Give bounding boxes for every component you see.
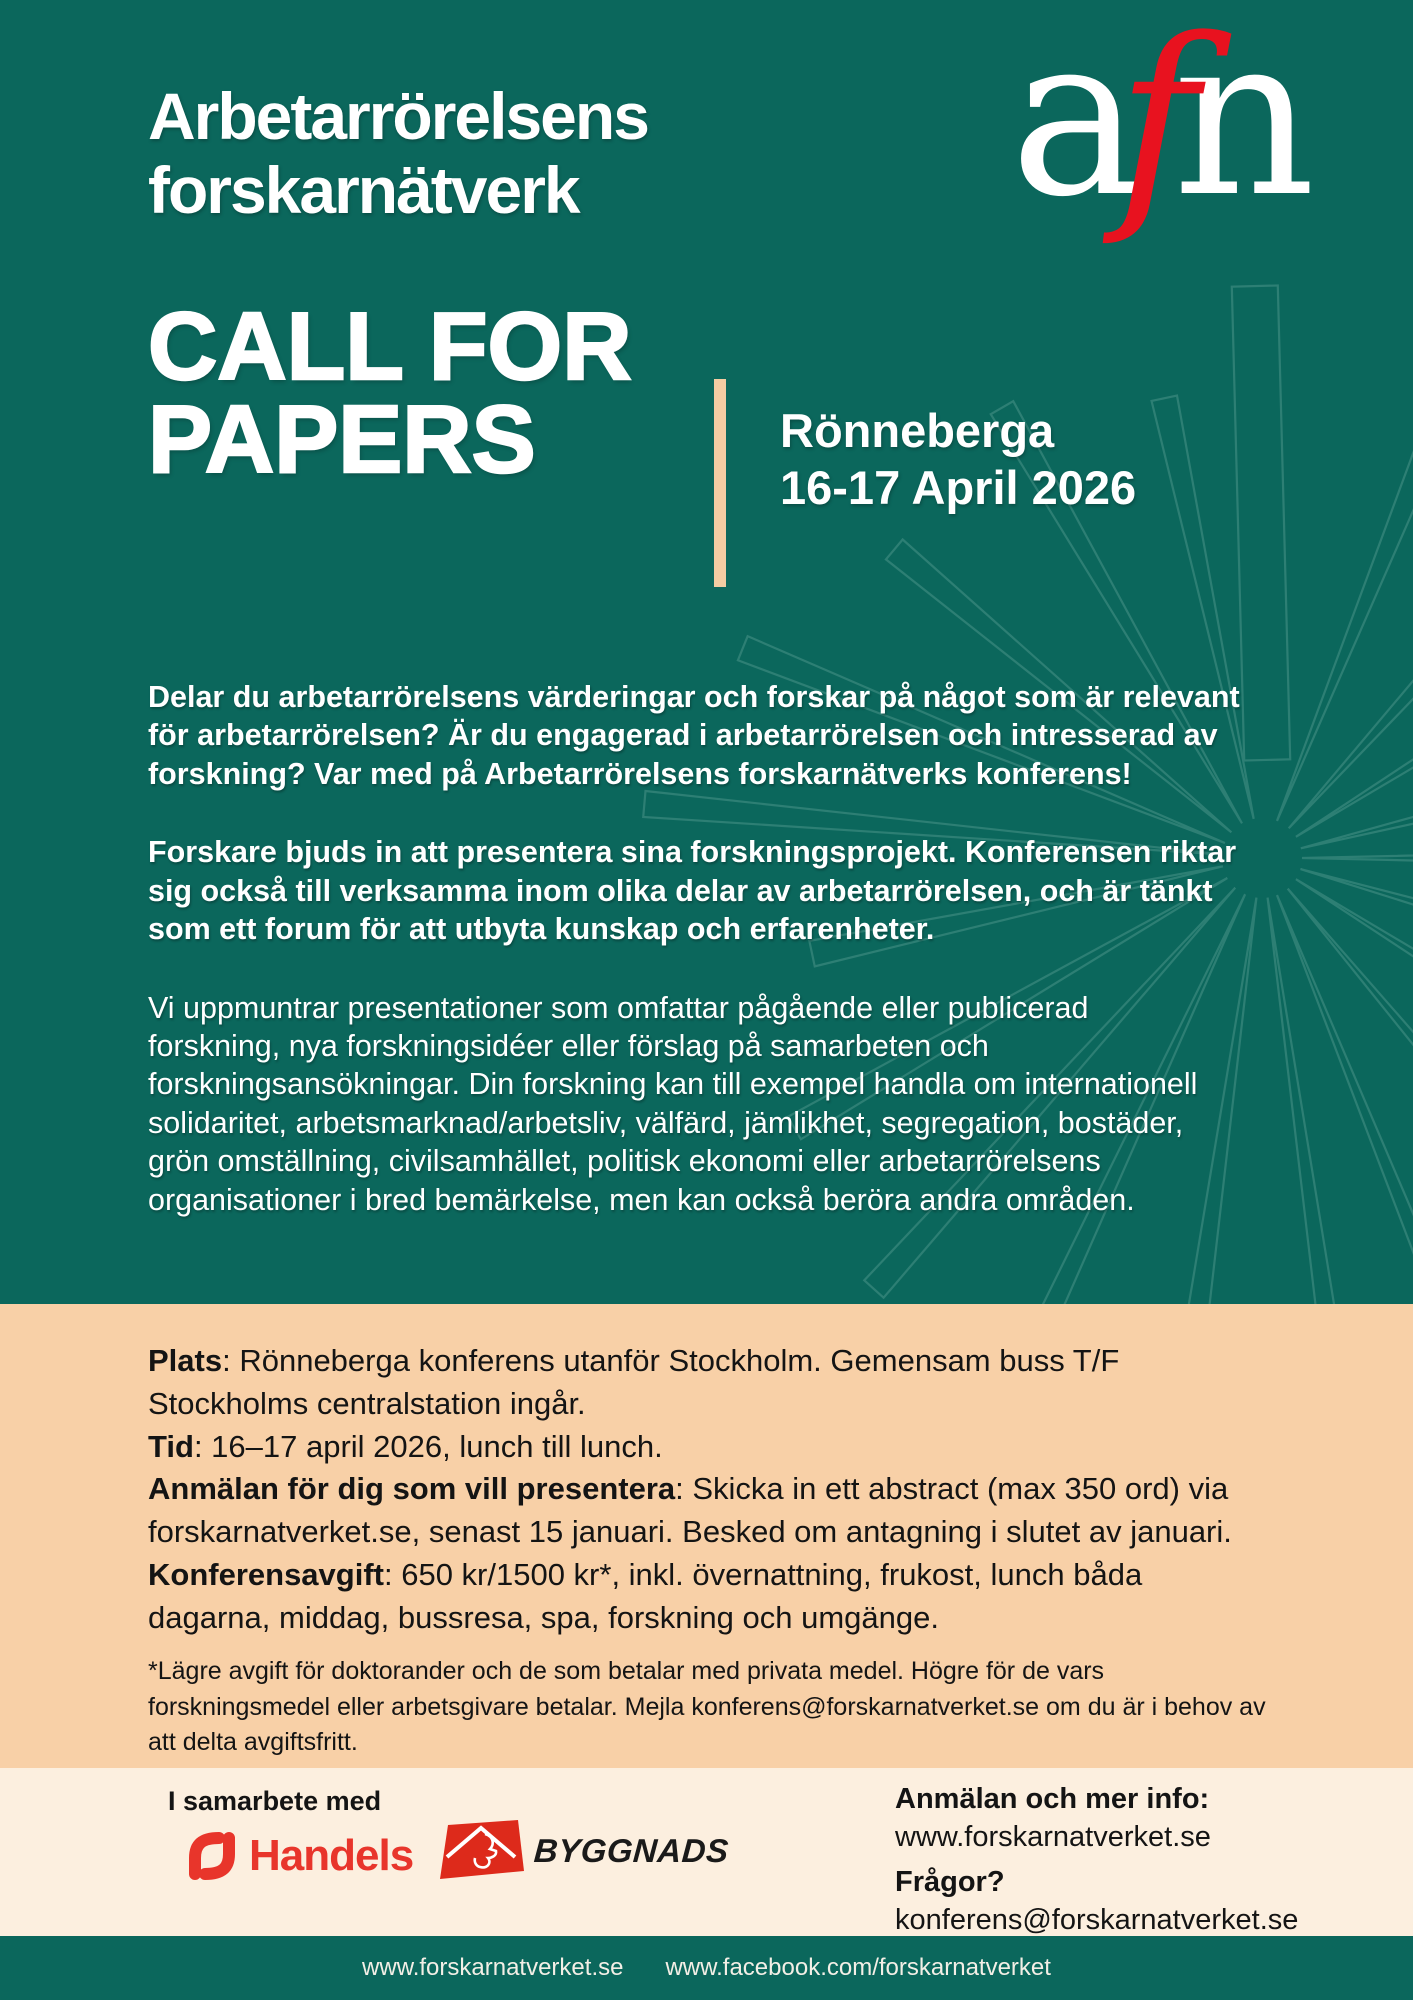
detail-avgift — [148, 1554, 1368, 1640]
text-line: Vi uppmuntrar presentationer som omfattar pågående eller publicerad — [148, 990, 1089, 1025]
text-line: forskningsmedel eller arbetsgivare betalar. Mejla konferens@forskarnatverket.se om du är i behov av — [148, 1692, 1266, 1721]
intro-text — [148, 678, 1378, 1259]
text-line: för arbetarrörelsen? Är du engagerad i arbetarrörelsen och intresserad av — [148, 718, 1218, 753]
handels-logo — [183, 1830, 413, 1882]
afn-logo — [1010, 0, 1304, 296]
event-place: Rönneberga — [780, 404, 1055, 457]
detail-text: : Skicka in ett abstract (max 350 ord) via — [675, 1471, 1229, 1507]
detail-text: : 650 kr/1500 kr*, inkl. övernattning, frukost, lunch båda — [383, 1556, 1143, 1592]
detail-label: Anmälan för dig som vill presentera — [148, 1471, 676, 1507]
page-title-line2: PAPERS — [148, 386, 536, 494]
footer-bar — [0, 1936, 1413, 2000]
detail-text: dagarna, middag, bussresa, spa, forskning och umgänge. — [148, 1599, 939, 1635]
page-title — [148, 293, 632, 494]
afn-logo-letter-f: f — [1116, 0, 1187, 250]
text-line: som ett forum för att utbyta kunskap och erfarenheter. — [148, 912, 935, 947]
footer-facebook-link[interactable]: www.facebook.com/forskarnatverket — [665, 1954, 1051, 1981]
vertical-divider — [714, 379, 726, 587]
event-dates: 16-17 April 2026 — [780, 461, 1137, 515]
afn-logo-letter-a: a — [1010, 0, 1131, 246]
byggnads-wordmark: BYGGNADS — [532, 1832, 731, 1869]
text-line: att delta avgiftsfritt. — [148, 1728, 358, 1757]
text-line: *Lägre avgift för doktorander och de som betalar med privata medel. Högre för de vars — [148, 1657, 1105, 1686]
byggnads-logo — [438, 1820, 729, 1882]
practical-details — [148, 1340, 1368, 1761]
text-line: organisationer i bred bemärkelse, men kan också beröra andra områden. — [148, 1182, 1135, 1217]
handels-wordmark: Handels — [249, 1831, 414, 1880]
contact-info-heading: Anmälan och mer info: — [895, 1783, 1210, 1815]
text-line: solidaritet, arbetsmarknad/arbetsliv, välfärd, jämlikhet, segregation, bostäder, — [148, 1105, 1184, 1140]
email-link[interactable]: konferens@forskarnatverket.se — [895, 1903, 1299, 1936]
byggnads-symbol-icon — [438, 1820, 524, 1882]
text-line: forskningsansökningar. Din forskning kan till exempel handla om internationell — [148, 1067, 1198, 1102]
partners-heading: I samarbete med — [168, 1786, 382, 1816]
details-section — [0, 1304, 1413, 1768]
handels-symbol-icon — [183, 1830, 241, 1882]
partners-section — [0, 1768, 1413, 1936]
intro-paragraph-2 — [148, 833, 1378, 948]
contact-questions-heading: Frågor? — [895, 1865, 1005, 1898]
detail-text: : Rönneberga konferens utanför Stockholm. Gemensam buss T/F — [222, 1343, 1120, 1378]
footer-website-link[interactable]: www.forskarnatverket.se — [362, 1954, 624, 1981]
detail-anmalan — [148, 1468, 1368, 1554]
detail-plats — [148, 1340, 1368, 1426]
text-line: grön omställning, civilsamhället, politisk ekonomi eller arbetarrörelsens — [148, 1144, 1101, 1179]
text-line: forskning, nya forskningsidéer eller förslag på samarbeten och — [148, 1028, 989, 1063]
fee-footnote — [148, 1654, 1368, 1761]
org-name-line1: Arbetarrörelsens — [148, 79, 648, 153]
text-line: forskning? Var med på Arbetarrörelsens forskarnätverks konferens! — [148, 756, 1132, 791]
detail-text: forskarnatverket.se, senast 15 januari. Besked om antagning i slutet av januari. — [148, 1514, 1232, 1550]
text-line: Delar du arbetarrörelsens värderingar och forskar på något som är relevant — [148, 680, 1240, 714]
event-info — [780, 402, 1136, 517]
detail-label: Plats — [148, 1343, 223, 1378]
website-link[interactable]: www.forskarnatverket.se — [895, 1821, 1211, 1854]
detail-text: Stockholms centralstation ingår. — [148, 1385, 586, 1421]
detail-text: : 16–17 april 2026, lunch till lunch. — [193, 1428, 663, 1464]
page-title-line1: CALL FOR — [148, 293, 632, 400]
text-line: Forskare bjuds in att presentera sina forskningsprojekt. Konferensen riktar — [148, 835, 1237, 870]
intro-paragraph-3 — [148, 989, 1378, 1220]
detail-label: Tid — [148, 1428, 194, 1464]
intro-paragraph-1 — [148, 678, 1378, 793]
detail-tid — [148, 1426, 1368, 1469]
contact-block — [895, 1780, 1298, 1939]
org-name — [148, 80, 648, 228]
detail-label: Konferensavgift — [148, 1556, 384, 1592]
text-line: sig också till verksamma inom olika delar av arbetarrörelsen, och är tänkt — [148, 873, 1213, 908]
afn-logo-letter-n: n — [1172, 0, 1304, 246]
org-name-line2: forskarnätverk — [148, 152, 579, 227]
